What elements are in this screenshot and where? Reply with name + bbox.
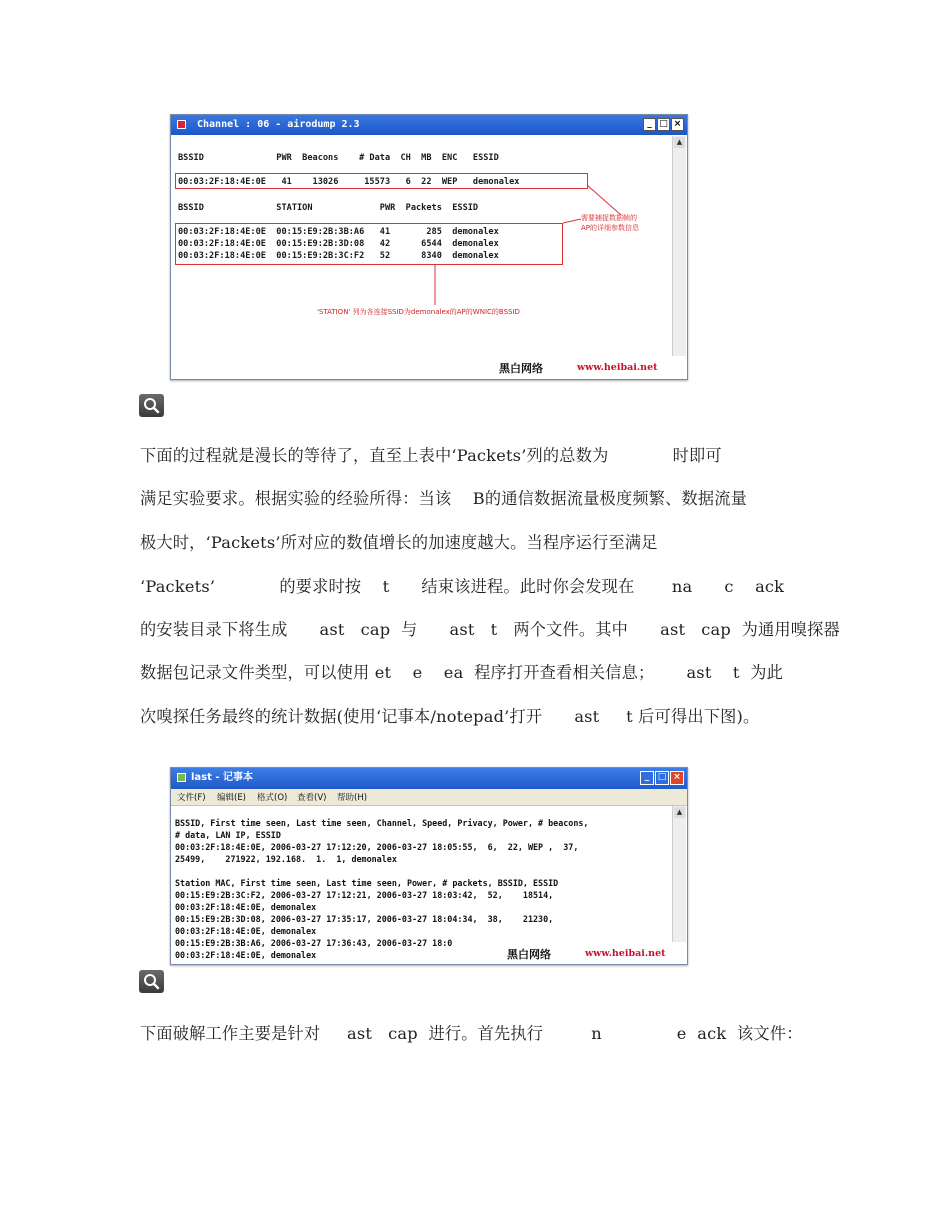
paragraph-line: 下面的过程就是漫长的等待了，直至上表中‘Packets’列的总数为 时即可 [140, 446, 722, 465]
scroll-up-icon: ▲ [674, 137, 685, 148]
ap-table-header: BSSID PWR Beacons # Data CH MB ENC ESSID [178, 153, 499, 163]
notepad-line: BSSID, First time seen, Last time seen, Channel, Speed, Privacy, Power, # beacons, [175, 818, 589, 828]
annotation-lines [171, 115, 689, 381]
magnifier-icon[interactable] [139, 394, 164, 417]
watermark [501, 942, 687, 964]
paragraph-line: ‘Packets’ 的要求时按 t 结束该进程。此时你会发现在 na c ack [140, 577, 785, 596]
menu-help: 帮助(H) [337, 793, 368, 803]
station-row: 00:03:2F:18:4E:0E 00:15:E9:2B:3B:A6 41 285 demonalex [178, 227, 499, 237]
notepad-line: 00:15:E9:2B:3D:08, 2006-03-27 17:35:17, 2006-03-27 18:04:34, 38, 21230, [175, 914, 554, 924]
watermark-logo: 黑白网络 [507, 948, 551, 961]
notepad-icon [177, 773, 186, 782]
watermark-logo: 黑白网络 [499, 362, 543, 375]
close-icon: × [671, 118, 684, 131]
maximize-icon: □ [655, 771, 669, 785]
station-table-header: BSSID STATION PWR Packets ESSID [178, 203, 479, 213]
paragraph-line: 数据包记录文件类型，可以使用 et e ea 程序打开查看相关信息； ast t 为此 [140, 663, 784, 682]
menu-file: 文件(F) [177, 793, 206, 803]
paragraph-line: 次嗅探任务最终的统计数据(使用‘记事本/notepad’打开 ast t 后可得出下图)。 [140, 707, 760, 726]
minimize-icon: _ [640, 771, 654, 785]
notepad-line: 00:15:E9:2B:3C:F2, 2006-03-27 17:12:21, 2006-03-27 18:03:42, 52, 18514, [175, 890, 554, 900]
notepad-screenshot [170, 767, 688, 965]
paragraph-line: 的安装目录下将生成 ast cap 与 ast t 两个文件。其中 ast cap 为通用嗅探器 [140, 620, 840, 639]
ap-row: 00:03:2F:18:4E:0E 41 13026 15573 6 22 WEP demonalex [178, 177, 520, 187]
close-icon: × [670, 771, 684, 785]
watermark [493, 356, 687, 378]
notepad-line: 00:15:E9:2B:3B:A6, 2006-03-27 17:36:43, 2006-03-27 18:0 [175, 938, 453, 948]
notepad-line: Station MAC, First time seen, Last time seen, Power, # packets, BSSID, ESSID [175, 878, 559, 888]
paragraph-line: 极大时，‘Packets’所对应的数值增长的加速度越大。当程序运行至满足 [140, 533, 658, 552]
station-row: 00:03:2F:18:4E:0E 00:15:E9:2B:3C:F2 52 8340 demonalex [178, 251, 499, 261]
airodump-screenshot [170, 114, 688, 380]
scroll-up-icon: ▲ [674, 807, 685, 818]
maximize-icon: □ [657, 118, 670, 131]
ap-annotation: AP的详细参数信息 [581, 224, 640, 232]
paragraph-line: 下面破解工作主要是针对 ast cap 进行。首先执行 n e ack 该文件： [140, 1024, 803, 1043]
notepad-line: 00:03:2F:18:4E:0E, demonalex [175, 926, 317, 936]
notepad-line: # data, LAN IP, ESSID [175, 830, 281, 840]
notepad-line: 25499, 271922, 192.168. 1. 1, demonalex [175, 854, 397, 864]
scrollbar [672, 136, 686, 378]
minimize-icon: _ [643, 118, 656, 131]
notepad-line: 00:03:2F:18:4E:0E, 2006-03-27 17:12:20, 2006-03-27 18:05:55, 6, 22, WEP , 37, [175, 842, 579, 852]
menu-view: 查看(V) [297, 793, 327, 803]
window-title: Channel : 06 - airodump 2.3 [197, 119, 360, 130]
paragraph-line: 满足实验要求。根据实验的经验所得：当该 B的通信数据流量极度频繁、数据流量 [140, 489, 748, 508]
menu-edit: 编辑(E) [217, 793, 247, 803]
menu-bar [171, 789, 687, 806]
notepad-line: 00:03:2F:18:4E:0E, demonalex [175, 950, 317, 960]
watermark-url: www.heibai.net [577, 362, 658, 373]
window-title: last - 记事本 [191, 772, 254, 783]
scrollbar [672, 806, 686, 946]
watermark-url: www.heibai.net [585, 948, 666, 959]
ap-annotation: 需要捕捉数据帧的 [581, 214, 637, 222]
magnifier-icon[interactable] [139, 970, 164, 993]
station-row: 00:03:2F:18:4E:0E 00:15:E9:2B:3D:08 42 6544 demonalex [178, 239, 499, 249]
menu-format: 格式(O) [257, 793, 288, 803]
station-annotation: 'STATION' 列为各连接SSID为demonalex的AP的WNIC的BSSID [317, 308, 520, 316]
notepad-line: 00:03:2F:18:4E:0E, demonalex [175, 902, 317, 912]
window-title-bar [171, 768, 687, 789]
